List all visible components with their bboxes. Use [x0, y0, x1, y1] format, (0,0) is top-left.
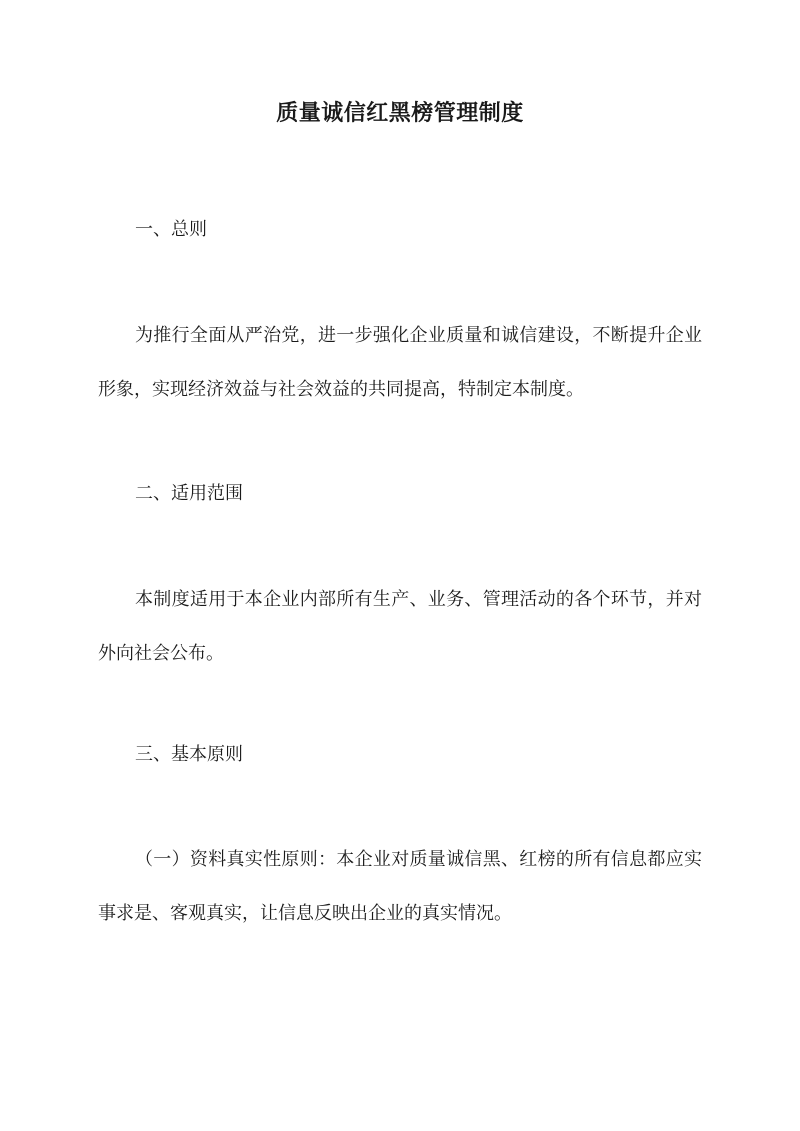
section-heading-principles: 三、基本原则	[135, 744, 243, 765]
document-title: 质量诚信红黑榜管理制度	[276, 100, 524, 126]
section-heading-scope: 二、适用范围	[135, 483, 243, 504]
section-paragraph-principles: （一）资料真实性原则：本企业对质量诚信黑、红榜的所有信息都应实事求是、客观真实，让信息反映出企业的真实情况。	[98, 849, 702, 924]
section-paragraph-scope: 本制度适用于本企业内部所有生产、业务、管理活动的各个环节，并对外向社会公布。	[98, 589, 702, 664]
section-paragraph-general: 为推行全面从严治党，进一步强化企业质量和诚信建设，不断提升企业形象，实现经济效益与社会效益的共同提高，特制定本制度。	[98, 325, 702, 400]
section-heading-general: 一、总则	[135, 219, 207, 240]
